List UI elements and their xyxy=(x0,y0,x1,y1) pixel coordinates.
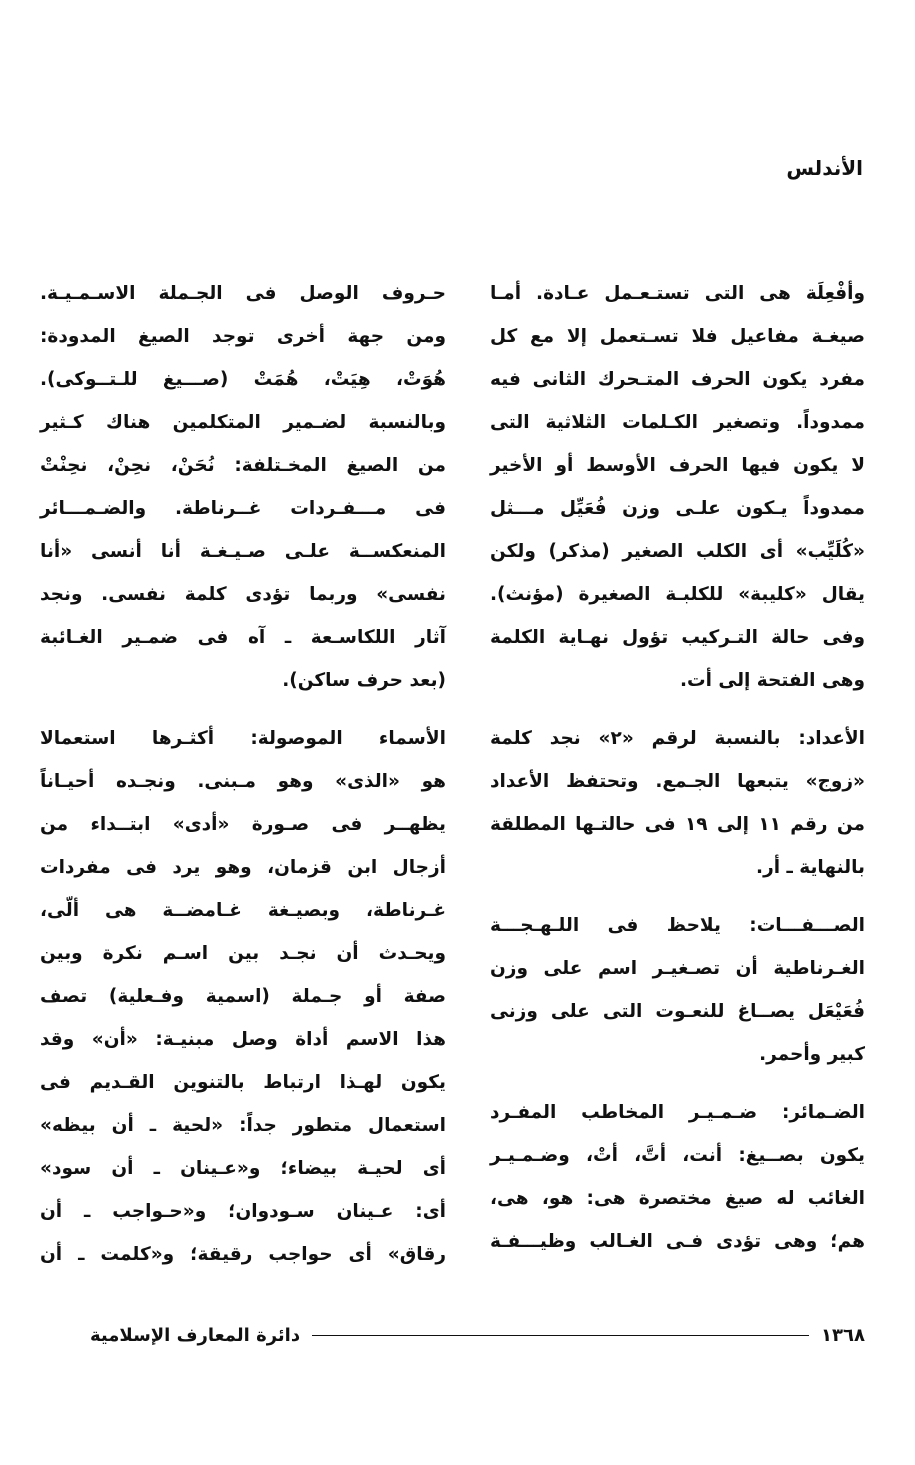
text-line: وفى حالة التـركيب تؤول نهـاية الكلمة xyxy=(490,627,865,648)
footer-rule xyxy=(312,1335,809,1336)
text-line: غـرناطة، وبصيـغة غـامضــة هى ألّى، xyxy=(40,900,446,921)
text-line: ممدوداً. وتصغير الكـلمات الثلاثية التى xyxy=(490,412,865,433)
text-line: وهى الفتحة إلى أت. xyxy=(679,670,865,691)
text-line: الأعداد: بالنسبة لرقم «٢» نجد كلمة xyxy=(490,728,865,749)
text-line: من الصيغ المخـتلفة: نُحَنْ، نحِنْ، نحِنْتْ xyxy=(40,455,446,476)
text-line: هُوَتْ، هِيَتْ، هُمَتْ (صـــيغ للـتــوكى). xyxy=(40,369,446,390)
text-line: لا يكون فيها الحرف الأوسط أو الأخير xyxy=(490,455,865,476)
text-line: أى لحيـة بيضاء؛ و«عـينان ـ أن سود» xyxy=(40,1158,446,1179)
text-line: «زوج» يتبعها الجـمع. وتحتفظ الأعداد xyxy=(490,771,865,792)
paragraph xyxy=(490,272,865,702)
text-line: الأسماء الموصولة: أكثـرها استعمالا xyxy=(40,728,446,749)
text-line: صيغـة مفاعيل فلا تسـتعمل إلا مع كل xyxy=(490,326,865,347)
text-line: كبير وأحمر. xyxy=(759,1044,865,1065)
running-header: الأندلس xyxy=(786,156,863,180)
text-line: أزجال ابن قزمان، وهو يرد فى مفردات xyxy=(40,857,446,878)
text-line: ومن جهة أخرى توجد الصيغ المدودة: xyxy=(40,326,446,347)
paragraph xyxy=(490,1091,865,1263)
text-line: المنعكســة علـى صـيـغـة أنا أنسى «أنا xyxy=(40,541,446,562)
text-line: أى: عـينان سـودوان؛ و«حـواجب ـ أن xyxy=(40,1201,446,1222)
text-line: صفة أو جـملة (اسمية وفـعلية) تصف xyxy=(40,986,446,1007)
text-line: يقال «كليبة» للكلبـة الصغيرة (مؤنث). xyxy=(490,584,865,605)
publication-title: دائرة المعارف الإسلامية xyxy=(90,1324,301,1346)
text-line: الصـــفـــات: يلاحظ فى اللـهـجـــة xyxy=(490,915,865,936)
text-line: رقاق» أى حواجب رقيقة؛ و«كلمت ـ أن xyxy=(40,1244,446,1265)
text-line: هم؛ وهى تؤدى فـى الغـالب وظيـــفـة xyxy=(490,1231,865,1252)
text-line: (بعد حرف ساكن). xyxy=(282,670,446,691)
text-line: الغـرناطية أن تصـغيـر اسم على وزن xyxy=(490,958,865,979)
text-line: «كُلَيِّب» أى الكلب الصغير (مذكر) ولكن xyxy=(490,541,865,562)
text-line: الضـمائر: ضـمـيـر المخاطب المفـرد xyxy=(490,1102,865,1123)
text-line: نفسى» وربما تؤدى كلمة نفسى. ونجد xyxy=(40,584,446,605)
text-line: بالنهاية ـ أر. xyxy=(756,857,865,878)
text-line: يكون لهـذا ارتباط بالتنوين القـديم فى xyxy=(40,1072,446,1093)
text-line: ممدوداً يـكون علـى وزن فُعَيِّل مـــثل xyxy=(490,498,865,519)
text-line: وأفْعِلَة هى التى تستـعـمل عـادة. أمـا xyxy=(490,283,865,304)
text-line: هذا الاسم أداة وصل مبنيـة: «أن» وقد xyxy=(40,1029,446,1050)
text-line: من رقم ١١ إلى ١٩ فى حالتـها المطلقة xyxy=(490,814,866,835)
text-line: حـروف الوصل فى الجـملة الاسـمـيـة. xyxy=(40,283,446,304)
text-line: وبالنسبة لضـمير المتكلمين هناك كـثير xyxy=(40,412,446,433)
paragraph xyxy=(40,272,446,702)
text-line: ويحـدث أن نجـد بين اسـم نكرة وبين xyxy=(40,943,446,964)
page-number: ١٣٦٨ xyxy=(821,1324,865,1346)
text-line: آثار اللكاسـعة ـ آه فى ضمـير الغـائبة xyxy=(40,627,446,648)
text-line: مفرد يكون الحرف المتـحرك الثانى فيه xyxy=(490,369,865,390)
text-line: هو «الذى» وهو مـبنى. ونجـده أحيـاناً xyxy=(40,771,446,792)
text-line: يظهــر فى صـورة «أدى» ابتــداء من xyxy=(40,814,446,835)
paragraph xyxy=(490,904,865,1076)
page-footer xyxy=(90,1320,865,1350)
left-column xyxy=(40,272,446,1291)
text-line: استعمال متطور جداً: «لحية ـ أن بيظه» xyxy=(40,1115,446,1136)
text-line: يكون بصــيغ: أنت، أتَّ، أتْ، وضـمـيـر xyxy=(490,1145,865,1166)
text-line: فى مـــفـردات غــرناطة. والضـمـــائر xyxy=(40,498,446,519)
paragraph xyxy=(490,717,865,889)
text-line: فُعَيْعَل يصــاغ للنعـوت التى على وزنى xyxy=(490,1001,865,1022)
paragraph xyxy=(40,717,446,1276)
right-column xyxy=(490,272,865,1278)
text-line: الغائب له صيغ مختصرة هى: هو، هى، xyxy=(490,1188,865,1209)
